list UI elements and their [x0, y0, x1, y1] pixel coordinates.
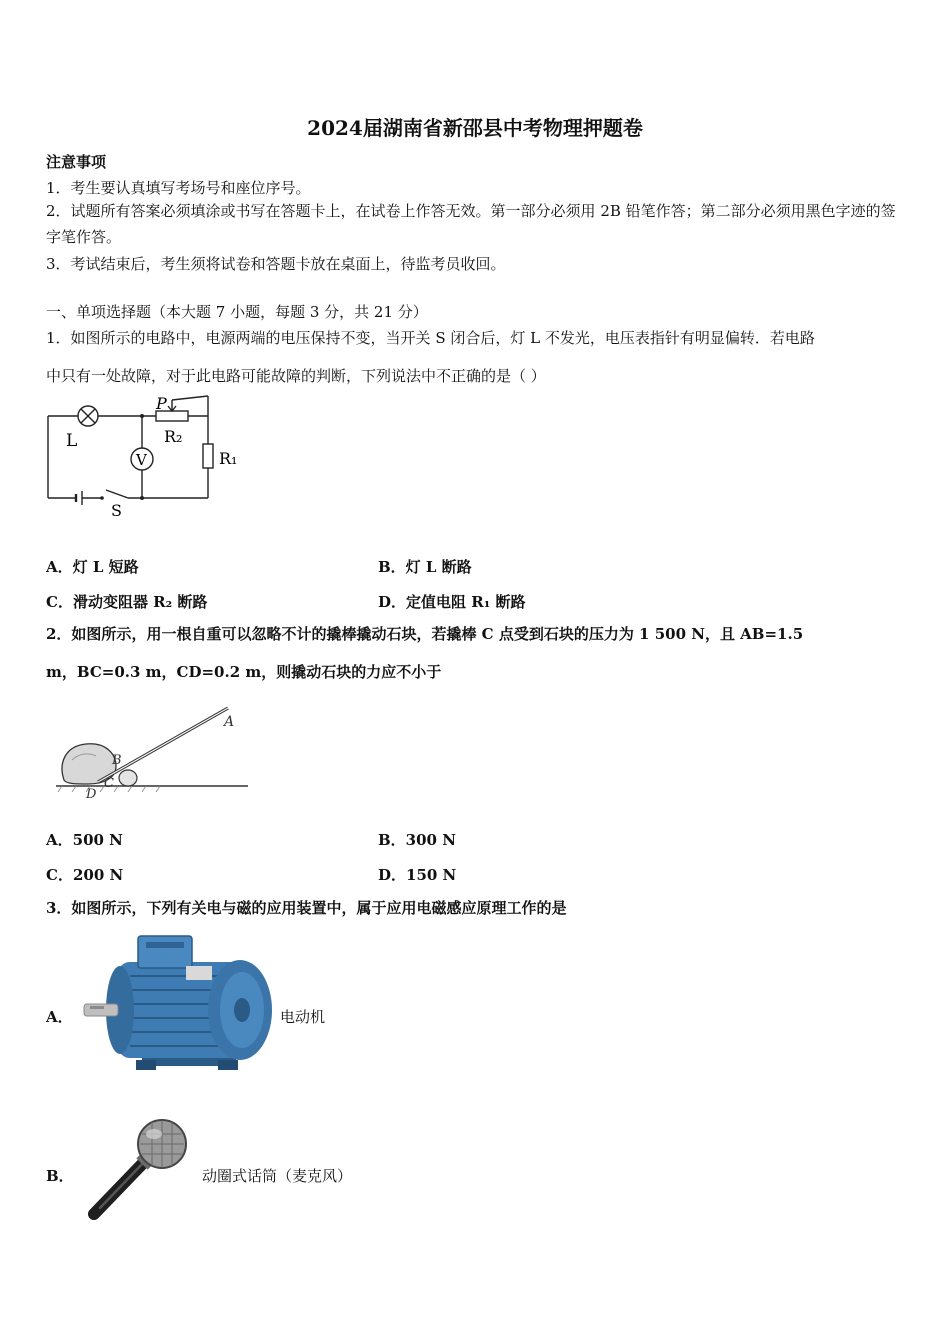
q2-label-a: A: [224, 714, 235, 730]
q1-circuit-diagram: [44, 392, 254, 520]
q1-label-r2: R₂: [164, 427, 183, 446]
q2-option-b[interactable]: B．300 N: [378, 831, 456, 849]
q1-option-c[interactable]: C．滑动变阻器 R₂ 断路: [46, 593, 208, 611]
q2-lever-diagram: [52, 700, 252, 804]
q1-label-switch: S: [111, 501, 122, 520]
q2-option-a[interactable]: A．500 N: [46, 831, 123, 849]
q2-label-c: C: [104, 776, 114, 791]
notice-item-2: 2．试题所有答案必须填涂或书写在答题卡上，在试卷上作答无效。第一部分必须用 2B 铅笔作答；第二部分必须用黑色字迹的签字笔作答。: [46, 202, 896, 246]
q2-stem-line1: 2．如图所示，用一根自重可以忽略不计的撬棒撬动石块，若撬棒 C 点受到石块的压力为 1 500 N，且 AB=1.5: [46, 625, 804, 643]
q2-label-d: D: [86, 787, 97, 802]
q1-label-p: P: [156, 394, 167, 413]
q1-option-a[interactable]: A．灯 L 短路: [46, 558, 139, 576]
notice-item-3: 3．考试结束后，考生须将试卷和答题卡放在桌面上，待监考员收回。: [46, 255, 506, 273]
q1-option-d[interactable]: D．定值电阻 R₁ 断路: [378, 593, 526, 611]
q1-stem-line2: 中只有一处故障，对于此电路可能故障的判断，下列说法中不正确的是（ ）: [46, 367, 546, 385]
q2-label-b: B: [112, 753, 122, 768]
notice-heading: 注意事项: [46, 153, 107, 171]
q1-option-b[interactable]: B．灯 L 断路: [378, 558, 472, 576]
q1-stem-line1: 1．如图所示的电路中，电源两端的电压保持不变，当开关 S 闭合后，灯 L 不发光，电压表指针有明显偏转．若电路: [46, 329, 815, 347]
q2-option-c[interactable]: C．200 N: [46, 866, 124, 884]
page-title: 2024届湖南省新邵县中考物理押题卷: [307, 116, 643, 140]
notice-item-1: 1．考生要认真填写考场号和座位序号。: [46, 179, 311, 197]
q2-option-d[interactable]: D．150 N: [378, 866, 457, 884]
q2-stem-line2: m，BC=0.3 m，CD=0.2 m，则撬动石块的力应不小于: [46, 663, 442, 681]
q1-label-voltmeter: V: [136, 451, 147, 469]
section-heading: 一、单项选择题（本大题 7 小题，每题 3 分，共 21 分）: [46, 303, 428, 321]
q1-label-lamp: L: [66, 431, 78, 451]
q3-stem: 3．如图所示，下列有关电与磁的应用装置中，属于应用电磁感应原理工作的是: [46, 899, 567, 917]
electric-motor-image: [82, 932, 278, 1074]
q3-option-a-caption: 电动机: [280, 1008, 326, 1026]
q1-label-r1: R₁: [219, 449, 238, 468]
q3-option-b-caption: 动圈式话筒（麦克风）: [202, 1167, 353, 1185]
microphone-image: [80, 1114, 192, 1226]
q3-option-a-letter[interactable]: A．: [46, 1008, 73, 1026]
q3-option-b-letter[interactable]: B．: [46, 1167, 74, 1185]
